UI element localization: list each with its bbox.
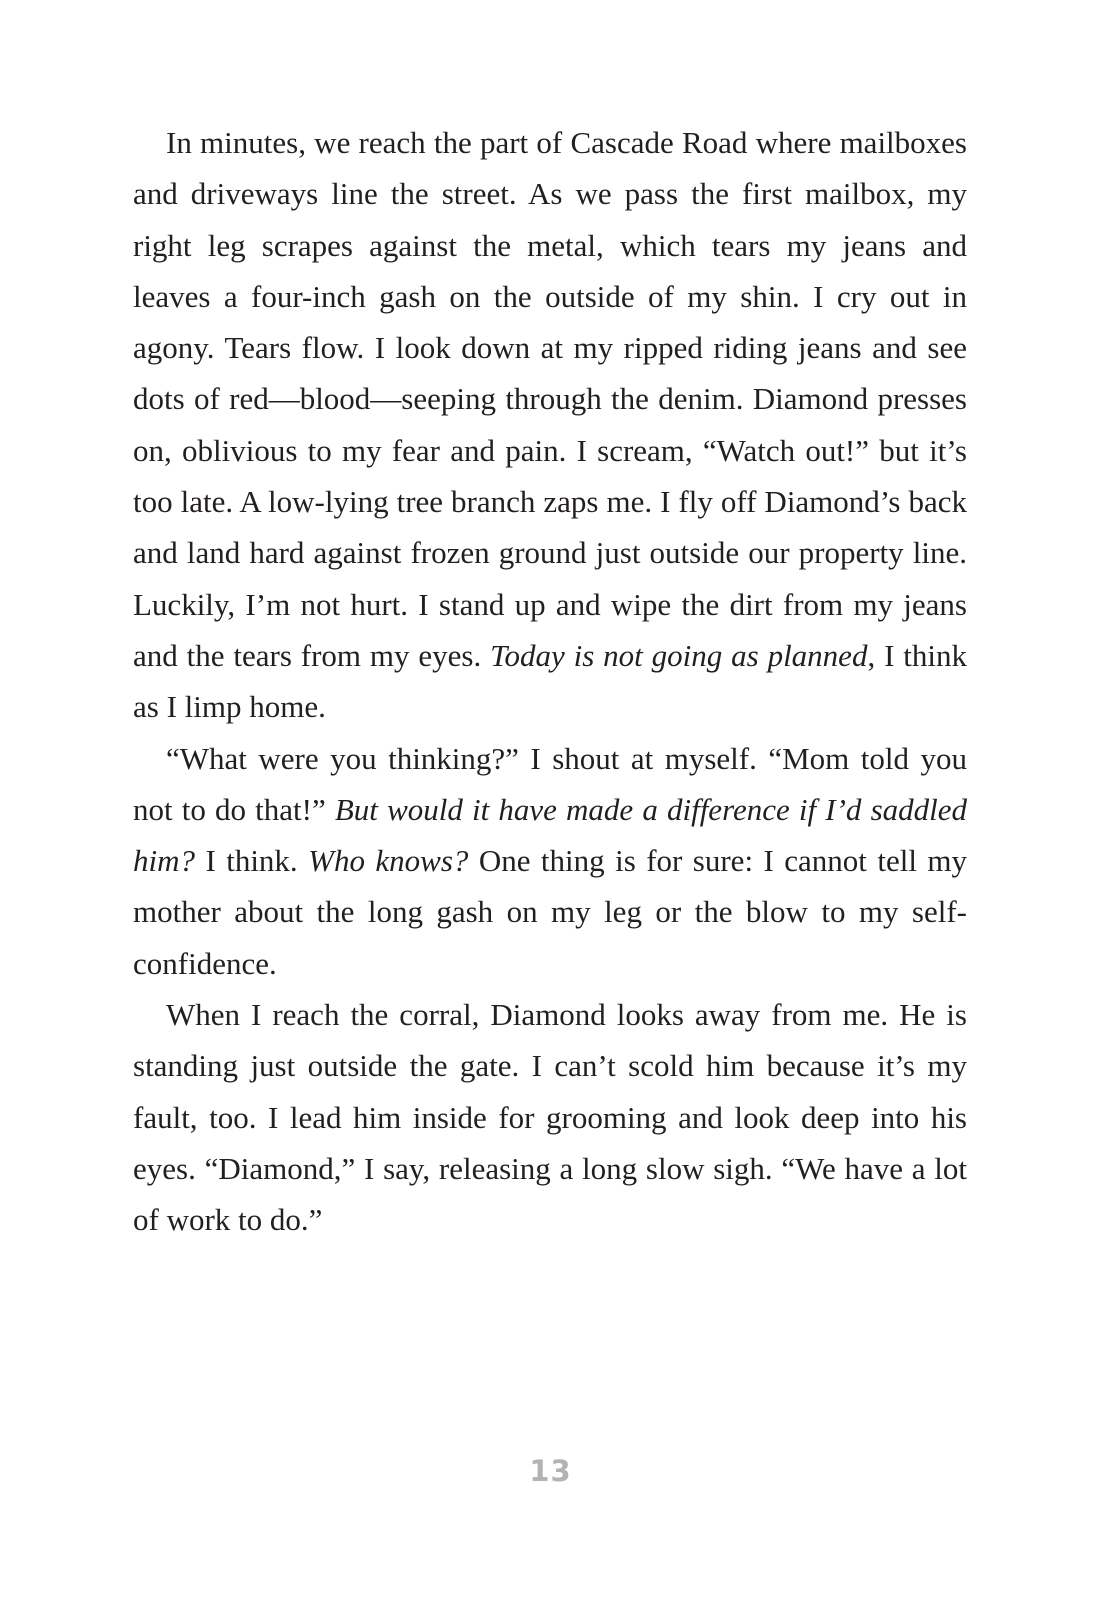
paragraph-3-segment-1: When I reach the corral, Diamond looks away from me. He is standing just outside the gate. I can’t scold him because it’s my fault, too. I lead him inside for grooming and look deep into his eyes. “Diamond,” I say, releasing a long slow sigh. “We have a lot of work to do.” <box>133 997 967 1238</box>
paragraph-2-segment-3: I think. <box>195 843 309 879</box>
paragraph-2-italic-question: Who knows? <box>308 843 469 879</box>
paragraph-1-segment-1: In minutes, we reach the part of Cascade Road where mailboxes and driveways line the street. As we pass the first mailbox, my right leg scrapes against the metal, which tears my jeans and leaves a four-inch gash on the outside of my shin. I cry out in agony. Tears flow. I look down at my ripped riding jeans and see dots of red—blood—seeping through the denim. Diamond presses on, oblivious to my fear and pain. I scream, “Watch out!” but it’s too late. A low-lying tree branch zaps me. I fly off Diamond’s back and land hard against frozen ground just outside our property line. Luckily, I’m not hurt. I stand up and wipe the dirt from my jeans and the tears from my eyes. <box>133 125 967 673</box>
paragraph-2-italic-thought: But would it have made a difference if I’d saddled him? <box>133 791 967 879</box>
page-number: 13 <box>529 1454 572 1488</box>
paragraph-2-segment-5: One thing is for sure: I cannot tell my mother about the long gash on my leg or the blow to my self-confidence. <box>133 843 967 981</box>
paragraph-1-italic-thought: Today is not going as planned <box>490 637 868 673</box>
paragraph-1 <box>133 117 967 733</box>
paragraph-2 <box>133 733 967 989</box>
paragraph-3 <box>133 989 967 1245</box>
paragraph-1-segment-3: , I think as I limp home. <box>133 637 967 725</box>
paragraph-2-segment-1: “What were you thinking?” I shout at myself. “Mom told you not to do that!” <box>133 740 967 827</box>
body-text <box>133 117 967 1246</box>
